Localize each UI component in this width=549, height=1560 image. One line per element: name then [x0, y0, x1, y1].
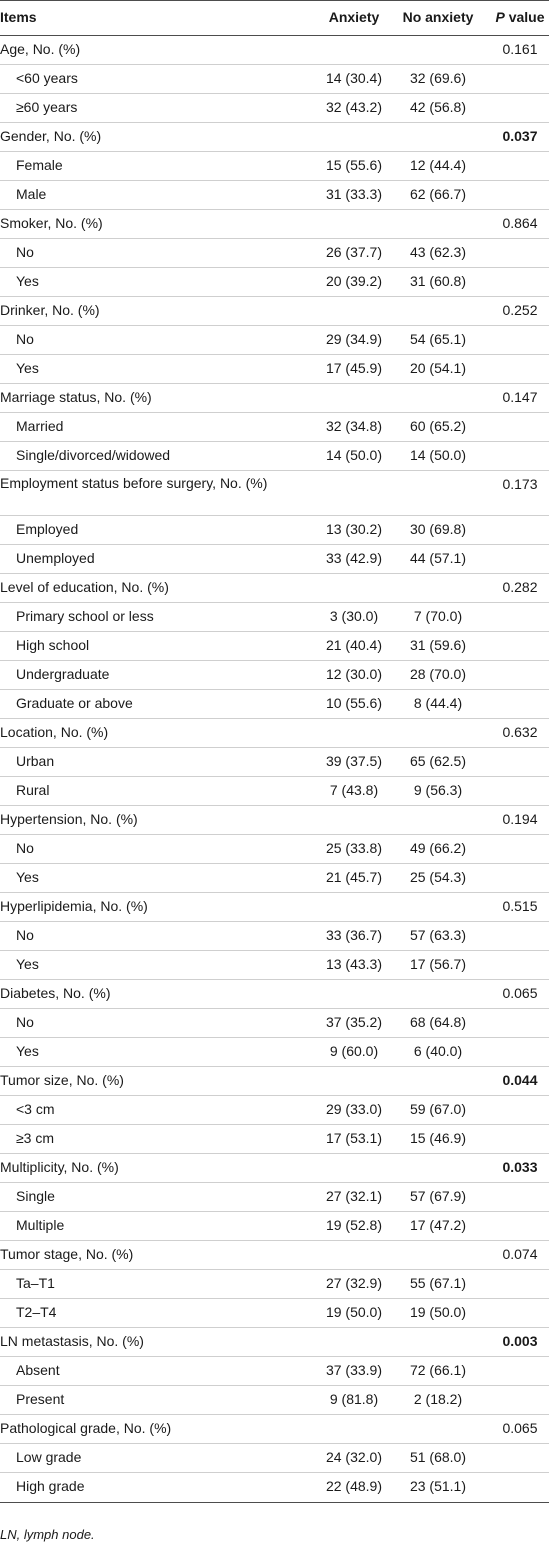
row-label: Marriage status, No. (%): [0, 389, 152, 405]
p-value-cell: 0.173: [502, 476, 538, 492]
table-row: [0, 1008, 549, 1038]
row-label: Level of education, No. (%): [0, 579, 169, 595]
anxiety-cell: 37 (33.9): [325, 1362, 383, 1378]
table-row: [0, 412, 549, 442]
row-label: Ta–T1: [16, 1275, 55, 1291]
anxiety-cell: 13 (43.3): [325, 956, 383, 972]
no-anxiety-cell: 7 (70.0): [413, 608, 463, 624]
table-row: [0, 1385, 549, 1415]
p-value-cell: 0.044: [502, 1072, 538, 1088]
p-value-cell: 0.161: [502, 41, 538, 57]
table-row: [0, 602, 549, 632]
row-label: Yes: [16, 360, 39, 376]
row-label: Absent: [16, 1362, 60, 1378]
anxiety-cell: 32 (43.2): [325, 99, 383, 115]
no-anxiety-cell: 43 (62.3): [409, 244, 467, 260]
row-label: Tumor stage, No. (%): [0, 1246, 134, 1262]
row-label: ≥3 cm: [16, 1130, 55, 1146]
row-label: No: [16, 244, 34, 260]
row-label: Gender, No. (%): [0, 128, 102, 144]
p-value-cell: 0.037: [502, 128, 538, 144]
table-row: [0, 747, 549, 777]
row-label: Employment status before surgery, No. (%): [0, 475, 268, 491]
table-row: [0, 1298, 549, 1328]
no-anxiety-cell: 31 (60.8): [409, 273, 467, 289]
table-group-row: [0, 573, 549, 603]
anxiety-cell: 27 (32.1): [325, 1188, 383, 1204]
anxiety-cell: 3 (30.0): [329, 608, 379, 624]
no-anxiety-cell: 68 (64.8): [409, 1014, 467, 1030]
row-label: LN metastasis, No. (%): [0, 1333, 144, 1349]
no-anxiety-cell: 57 (67.9): [409, 1188, 467, 1204]
anxiety-cell: 14 (30.4): [325, 70, 383, 86]
no-anxiety-cell: 23 (51.1): [409, 1478, 467, 1494]
row-label: <60 years: [16, 70, 78, 86]
anxiety-cell: 9 (60.0): [329, 1043, 379, 1059]
table-row: [0, 64, 549, 94]
row-label: No: [16, 1014, 34, 1030]
table-row: [0, 354, 549, 384]
no-anxiety-cell: 59 (67.0): [409, 1101, 467, 1117]
row-label: Yes: [16, 956, 39, 972]
header-items: Items: [0, 9, 37, 25]
table-row: [0, 238, 549, 268]
row-label: Single/divorced/widowed: [16, 447, 171, 463]
p-value-cell: 0.252: [502, 302, 538, 318]
no-anxiety-cell: 51 (68.0): [409, 1449, 467, 1465]
anxiety-cell: 26 (37.7): [325, 244, 383, 260]
row-label: Low grade: [16, 1449, 82, 1465]
no-anxiety-cell: 49 (66.2): [409, 840, 467, 856]
table-row: [0, 544, 549, 574]
anxiety-cell: 29 (34.9): [325, 331, 383, 347]
no-anxiety-cell: 60 (65.2): [409, 418, 467, 434]
row-label: Smoker, No. (%): [0, 215, 103, 231]
table-group-row: [0, 1240, 549, 1270]
anxiety-cell: 12 (30.0): [325, 666, 383, 682]
table-row: [0, 834, 549, 864]
anxiety-cell: 13 (30.2): [325, 521, 383, 537]
table-row: [0, 1124, 549, 1154]
table-group-row: [0, 383, 549, 413]
anxiety-cell: 21 (45.7): [325, 869, 383, 885]
row-label: Hyperlipidemia, No. (%): [0, 898, 148, 914]
no-anxiety-cell: 19 (50.0): [409, 1304, 467, 1320]
anxiety-cell: 19 (50.0): [325, 1304, 383, 1320]
table-row: [0, 1443, 549, 1473]
row-label: High grade: [16, 1478, 85, 1494]
anxiety-cell: 33 (42.9): [325, 550, 383, 566]
row-label: Female: [16, 157, 63, 173]
p-value-cell: 0.282: [502, 579, 538, 595]
table-row: [0, 1211, 549, 1241]
no-anxiety-cell: 54 (65.1): [409, 331, 467, 347]
row-label: Present: [16, 1391, 65, 1407]
row-label: ≥60 years: [16, 99, 78, 115]
no-anxiety-cell: 62 (66.7): [409, 186, 467, 202]
table-row: [0, 267, 549, 297]
row-label: No: [16, 927, 34, 943]
no-anxiety-cell: 31 (59.6): [409, 637, 467, 653]
anxiety-cell: 14 (50.0): [325, 447, 383, 463]
table-group-row: [0, 470, 549, 516]
table-row: [0, 151, 549, 181]
anxiety-cell: 20 (39.2): [325, 273, 383, 289]
anxiety-cell: 33 (36.7): [325, 927, 383, 943]
anxiety-cell: 27 (32.9): [325, 1275, 383, 1291]
p-value-cell: 0.033: [502, 1159, 538, 1175]
anxiety-cell: 19 (52.8): [325, 1217, 383, 1233]
row-label: Male: [16, 186, 47, 202]
table-row: [0, 1182, 549, 1212]
no-anxiety-cell: 9 (56.3): [413, 782, 463, 798]
anxiety-cell: 17 (53.1): [325, 1130, 383, 1146]
no-anxiety-cell: 15 (46.9): [409, 1130, 467, 1146]
anxiety-cell: 21 (40.4): [325, 637, 383, 653]
anxiety-cell: 24 (32.0): [325, 1449, 383, 1465]
anxiety-cell: 22 (48.9): [325, 1478, 383, 1494]
table-group-row: [0, 122, 549, 152]
table-row: [0, 921, 549, 951]
anxiety-cell: 37 (35.2): [325, 1014, 383, 1030]
table-row: [0, 689, 549, 719]
header-p-value: [491, 0, 549, 35]
table-group-row: [0, 209, 549, 239]
table-row: [0, 660, 549, 690]
anxiety-cell: 15 (55.6): [325, 157, 383, 173]
row-label: Rural: [16, 782, 50, 798]
table-group-row: [0, 1066, 549, 1096]
table-row: [0, 441, 549, 471]
p-value-cell: 0.065: [502, 1420, 538, 1436]
no-anxiety-cell: 8 (44.4): [413, 695, 463, 711]
no-anxiety-cell: 25 (54.3): [409, 869, 467, 885]
no-anxiety-cell: 6 (40.0): [413, 1043, 463, 1059]
p-value-cell: 0.003: [502, 1333, 538, 1349]
table-row: [0, 325, 549, 355]
table-row: [0, 1269, 549, 1299]
table-row: [0, 631, 549, 661]
p-value-cell: 0.074: [502, 1246, 538, 1262]
row-label: Multiple: [16, 1217, 65, 1233]
table-row: [0, 180, 549, 210]
row-label: Location, No. (%): [0, 724, 109, 740]
header-no-anxiety: No anxiety: [402, 9, 474, 25]
p-value-cell: 0.864: [502, 215, 538, 231]
anxiety-cell: 9 (81.8): [329, 1391, 379, 1407]
p-value-cell: 0.632: [502, 724, 538, 740]
table-group-row: [0, 35, 549, 65]
table-group-row: [0, 979, 549, 1009]
p-value-cell: 0.515: [502, 898, 538, 914]
table-footnote: LN, lymph node.: [0, 1527, 95, 1542]
row-label: Married: [16, 418, 64, 434]
table-row: [0, 1472, 549, 1501]
table-row: [0, 950, 549, 980]
no-anxiety-cell: 14 (50.0): [409, 447, 467, 463]
anxiety-cell: 39 (37.5): [325, 753, 383, 769]
anxiety-cell: 7 (43.8): [329, 782, 379, 798]
row-label: Age, No. (%): [0, 41, 81, 57]
no-anxiety-cell: 55 (67.1): [409, 1275, 467, 1291]
table-row: [0, 863, 549, 893]
anxiety-cell: 31 (33.3): [325, 186, 383, 202]
row-label: Yes: [16, 1043, 39, 1059]
row-label: Yes: [16, 869, 39, 885]
row-label: T2–T4: [16, 1304, 57, 1320]
no-anxiety-cell: 72 (66.1): [409, 1362, 467, 1378]
table-row: [0, 1095, 549, 1125]
row-label: Yes: [16, 273, 39, 289]
p-value-cell: 0.194: [502, 811, 538, 827]
header-anxiety: Anxiety: [328, 9, 380, 25]
table-group-row: [0, 1327, 549, 1357]
table-group-row: [0, 296, 549, 326]
table-group-row: [0, 1414, 549, 1444]
row-label: Hypertension, No. (%): [0, 811, 138, 827]
no-anxiety-cell: 65 (62.5): [409, 753, 467, 769]
row-label: Drinker, No. (%): [0, 302, 100, 318]
anxiety-cell: 29 (33.0): [325, 1101, 383, 1117]
table-group-row: [0, 805, 549, 835]
no-anxiety-cell: 28 (70.0): [409, 666, 467, 682]
row-label: Unemployed: [16, 550, 95, 566]
row-label: Diabetes, No. (%): [0, 985, 111, 1001]
row-label: Undergraduate: [16, 666, 110, 682]
row-label: Pathological grade, No. (%): [0, 1420, 172, 1436]
no-anxiety-cell: 30 (69.8): [409, 521, 467, 537]
no-anxiety-cell: 44 (57.1): [409, 550, 467, 566]
no-anxiety-cell: 17 (47.2): [409, 1217, 467, 1233]
row-label: Graduate or above: [16, 695, 133, 711]
header-p-letter: P: [495, 9, 505, 25]
row-label: High school: [16, 637, 90, 653]
row-label: Single: [16, 1188, 55, 1204]
table-row: [0, 1356, 549, 1386]
anxiety-cell: 25 (33.8): [325, 840, 383, 856]
table-bottom-rule: [0, 1502, 549, 1503]
header-p-suffix: value: [504, 9, 545, 25]
row-label: Tumor size, No. (%): [0, 1072, 124, 1088]
table-row: [0, 93, 549, 123]
row-label: Employed: [16, 521, 79, 537]
anxiety-cell: 17 (45.9): [325, 360, 383, 376]
p-value-cell: 0.065: [502, 985, 538, 1001]
table-header-row: [0, 0, 549, 36]
row-label: Urban: [16, 753, 55, 769]
no-anxiety-cell: 2 (18.2): [413, 1391, 463, 1407]
anxiety-cell: 32 (34.8): [325, 418, 383, 434]
p-value-cell: 0.147: [502, 389, 538, 405]
no-anxiety-cell: 32 (69.6): [409, 70, 467, 86]
row-label: Primary school or less: [16, 608, 154, 624]
row-label: <3 cm: [16, 1101, 55, 1117]
row-label: Multiplicity, No. (%): [0, 1159, 119, 1175]
no-anxiety-cell: 12 (44.4): [409, 157, 467, 173]
table-group-row: [0, 718, 549, 748]
no-anxiety-cell: 17 (56.7): [409, 956, 467, 972]
table-row: [0, 1037, 549, 1067]
table-row: [0, 776, 549, 806]
anxiety-cell: 10 (55.6): [325, 695, 383, 711]
no-anxiety-cell: 57 (63.3): [409, 927, 467, 943]
table-group-row: [0, 1153, 549, 1183]
no-anxiety-cell: 20 (54.1): [409, 360, 467, 376]
row-label: No: [16, 331, 34, 347]
no-anxiety-cell: 42 (56.8): [409, 99, 467, 115]
row-label: No: [16, 840, 34, 856]
table-group-row: [0, 892, 549, 922]
table-row: [0, 515, 549, 545]
